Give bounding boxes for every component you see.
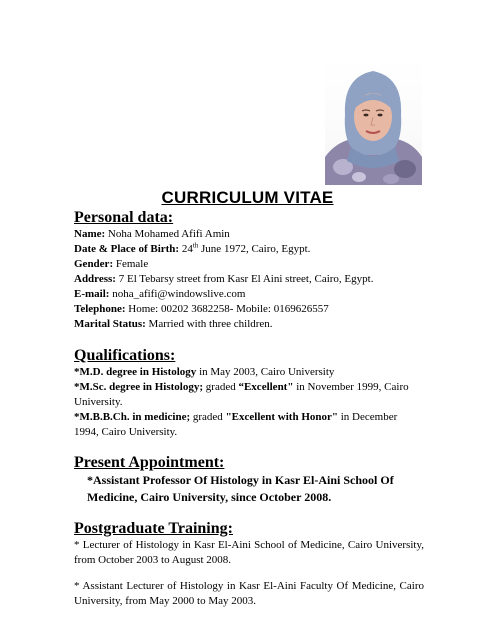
email-label: E-mail: [74,288,110,300]
name-value: Noha Mohamed Afifi Amin [107,228,230,240]
gender-label: Gender: [74,258,114,270]
gender-value: Female [115,258,149,270]
address-line [74,272,424,287]
birth-day-suffix: th [192,241,199,250]
address-label: Address: [74,273,116,285]
training-section [74,519,424,609]
appointment-heading: Present Appointment: [74,454,225,471]
name-line [74,227,424,242]
mbbch-degree-detail: in December 1994, Cairo University. [74,411,398,438]
paragraph-gap [74,568,424,579]
portrait-image [325,57,422,185]
birth-day: 24 [181,243,193,255]
md-degree-detail: in May 2003, Cairo University [196,366,335,378]
profile-photo [325,57,422,185]
msc-degree-title: *M.Sc. degree in Histology; [74,381,204,393]
qualifications-heading: Qualifications: [74,347,176,364]
training-heading: Postgraduate Training: [74,520,233,537]
msc-grade: “Excellent" [238,381,294,393]
telephone-value: Home: 00202 3682258- Mobile: 0169626557 [128,303,329,315]
mbbch-grade: "Excellent with Honor" [225,411,338,423]
training-item-lecturer: * Lecturer of Histology in Kasr El-Aini School of Medicine, Cairo University, from October 2003 to August 2008. [74,539,424,566]
marital-line [74,317,424,332]
appointment-text: *Assistant Professor Of Histology in Kasr El-Aini School Of Medicine, Cairo University, since October 2008. [87,473,394,504]
cv-content [74,208,424,609]
address-value: 7 El Tebarsy street from Kasr El Aini street, Cairo, Egypt. [118,273,374,285]
md-degree-line [74,365,424,380]
msc-degree-line [74,380,424,410]
appointment-section [74,453,424,506]
birth-line [74,242,424,257]
birth-label: Date & Place of Birth: [74,243,180,255]
msc-graded-text: graded [203,381,239,393]
email-line [74,287,424,302]
personal-data-heading: Personal data: [74,209,174,226]
training-item-assistant-lecturer: * Assistant Lecturer of Histology in Kasr El-Aini Faculty Of Medicine, Cairo University, from May 2000 to May 2003. [74,580,424,607]
qualifications-section [74,346,424,440]
marital-label: Marital Status: [74,318,146,330]
telephone-label: Telephone: [74,303,126,315]
email-value: noha_afifi@windowslive.com [112,288,246,300]
mbbch-graded-text: graded [190,411,226,423]
md-degree-title: *M.D. degree in Histology [74,366,197,378]
mbbch-degree-line [74,410,424,440]
name-label: Name: [74,228,106,240]
birth-value: June 1972, Cairo, Egypt. [201,243,311,255]
gender-line [74,257,424,272]
mbbch-degree-title: *M.B.B.Ch. in medicine; [74,411,191,423]
personal-data-section [74,208,424,332]
telephone-line [74,302,424,317]
marital-value: Married with three children. [148,318,273,330]
msc-degree-detail: in November 1999, Cairo University. [74,381,409,408]
document-title: CURRICULUM VITAE [161,188,334,207]
